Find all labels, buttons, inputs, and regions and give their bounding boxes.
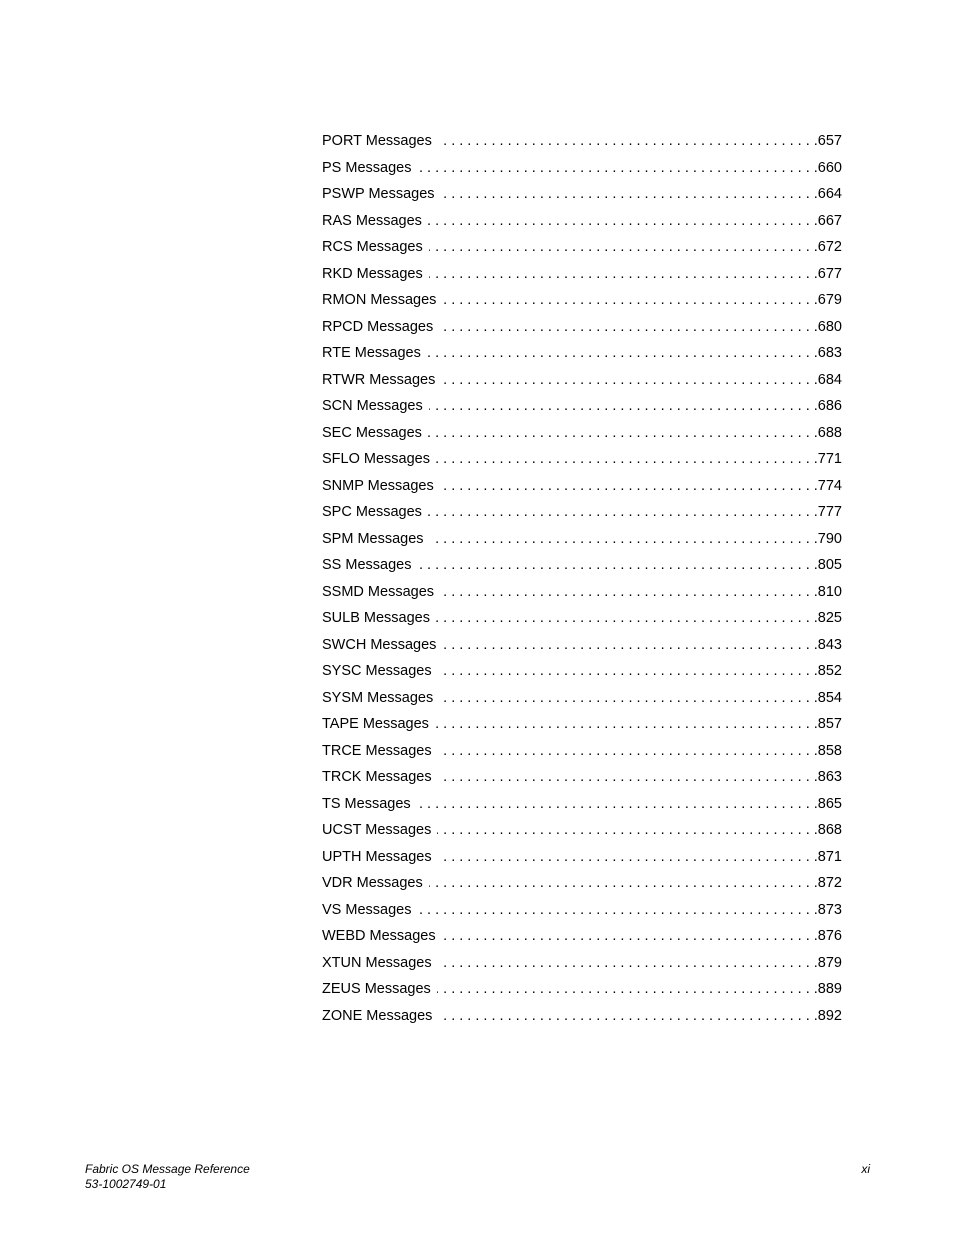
toc-entry-title: SYSM Messages	[322, 689, 434, 706]
toc-entry-page: 857	[817, 716, 842, 732]
toc-dot-leader	[440, 478, 818, 494]
toc-entry[interactable]	[322, 345, 842, 372]
toc-entry-title: SSMD Messages	[322, 583, 435, 600]
toc-dot-leader	[435, 716, 818, 732]
toc-entry-title: TRCE Messages	[322, 742, 432, 759]
toc-dot-leader	[417, 902, 817, 918]
toc-dot-leader	[442, 637, 817, 653]
toc-entry-page: 873	[817, 901, 842, 918]
toc-dot-leader	[442, 928, 818, 944]
toc-entry-page: 684	[817, 371, 842, 388]
toc-entry[interactable]	[322, 769, 842, 796]
toc-entry-page: 854	[817, 689, 842, 706]
toc-entry-page: 774	[817, 477, 842, 494]
toc-entry-title: PORT Messages	[322, 133, 432, 149]
toc-entry[interactable]	[322, 928, 842, 955]
toc-entry-title: SNMP Messages	[322, 477, 434, 494]
toc-entry[interactable]	[322, 690, 842, 717]
toc-entry[interactable]	[322, 504, 842, 531]
toc-entry-page: 852	[817, 663, 842, 679]
toc-entry-page: 872	[817, 875, 842, 891]
toc-entry[interactable]	[322, 822, 842, 849]
table-of-contents	[322, 133, 842, 1034]
toc-entry[interactable]	[322, 584, 842, 611]
toc-entry-title: PS Messages	[322, 159, 412, 176]
toc-entry-title: TRCK Messages	[322, 769, 432, 785]
toc-dot-leader	[438, 133, 818, 149]
toc-entry[interactable]	[322, 372, 842, 399]
toc-entry[interactable]	[322, 637, 842, 664]
toc-dot-leader	[436, 451, 818, 467]
toc-entry-page: 688	[817, 424, 842, 441]
toc-entry[interactable]	[322, 478, 842, 505]
toc-dot-leader	[430, 531, 818, 547]
toc-entry-title: TAPE Messages	[322, 716, 429, 732]
toc-entry[interactable]	[322, 398, 842, 425]
toc-entry-title: RMON Messages	[322, 292, 437, 308]
toc-entry-page: 680	[817, 318, 842, 335]
toc-dot-leader	[441, 372, 817, 388]
toc-dot-leader	[438, 849, 818, 865]
toc-entry-page: 660	[817, 159, 842, 176]
toc-dot-leader	[438, 663, 818, 679]
toc-entry-title: SEC Messages	[322, 424, 422, 441]
toc-dot-leader	[429, 398, 818, 414]
toc-entry-title: RKD Messages	[322, 265, 423, 282]
toc-entry-page: 810	[817, 583, 842, 600]
toc-entry-page: 686	[817, 398, 842, 414]
toc-entry-title: RAS Messages	[322, 212, 422, 229]
toc-entry[interactable]	[322, 425, 842, 452]
toc-dot-leader	[436, 610, 818, 626]
toc-entry[interactable]	[322, 875, 842, 902]
toc-entry[interactable]	[322, 716, 842, 743]
toc-entry[interactable]	[322, 239, 842, 266]
toc-entry-title: RCS Messages	[322, 239, 423, 255]
footer-doc-number: 53-1002749-01	[85, 1177, 167, 1191]
toc-entry-title: PSWP Messages	[322, 186, 435, 202]
footer-page-number: xi	[861, 1162, 870, 1176]
toc-dot-leader	[428, 213, 818, 229]
toc-entry[interactable]	[322, 213, 842, 240]
toc-entry-page: 858	[817, 742, 842, 759]
toc-dot-leader	[442, 292, 817, 308]
toc-dot-leader	[440, 584, 818, 600]
toc-dot-leader	[437, 981, 818, 997]
toc-dot-leader	[439, 319, 818, 335]
toc-entry[interactable]	[322, 292, 842, 319]
toc-entry-page: 679	[817, 292, 842, 308]
toc-entry-title: VDR Messages	[322, 875, 423, 891]
toc-entry-title: SULB Messages	[322, 610, 430, 626]
toc-entry-title: UPTH Messages	[322, 848, 432, 865]
toc-dot-leader	[429, 875, 818, 891]
toc-entry-title: XTUN Messages	[322, 954, 432, 971]
toc-entry[interactable]	[322, 610, 842, 637]
toc-dot-leader	[438, 743, 818, 759]
toc-entry-title: RPCD Messages	[322, 318, 434, 335]
footer-doc-info	[85, 1162, 250, 1192]
toc-entry-page: 790	[817, 530, 842, 547]
toc-entry[interactable]	[322, 955, 842, 982]
toc-entry-title: SPC Messages	[322, 504, 422, 520]
toc-dot-leader	[427, 345, 818, 361]
toc-entry-page: 865	[817, 795, 842, 812]
toc-dot-leader	[428, 425, 818, 441]
toc-entry-title: RTWR Messages	[322, 371, 436, 388]
toc-entry-page: 771	[817, 451, 842, 467]
toc-entry-page: 825	[817, 610, 842, 626]
toc-entry-title: WEBD Messages	[322, 928, 436, 944]
toc-entry[interactable]	[322, 319, 842, 346]
toc-entry-page: 868	[817, 822, 842, 838]
toc-entry[interactable]	[322, 186, 842, 213]
toc-dot-leader	[441, 186, 818, 202]
toc-entry-page: 843	[817, 636, 842, 653]
toc-entry-title: VS Messages	[322, 901, 412, 918]
toc-entry-page: 667	[817, 212, 842, 229]
toc-entry-page: 892	[817, 1007, 842, 1024]
toc-entry-title: SPM Messages	[322, 530, 424, 547]
toc-dot-leader	[429, 266, 818, 282]
toc-dot-leader	[417, 160, 817, 176]
toc-entry-page: 664	[817, 186, 842, 202]
toc-entry-title: SCN Messages	[322, 398, 423, 414]
toc-entry-page: 876	[817, 928, 842, 944]
toc-entry-title: ZONE Messages	[322, 1007, 433, 1024]
toc-dot-leader	[429, 239, 818, 255]
toc-entry-page: 677	[817, 265, 842, 282]
toc-entry-page: 805	[817, 557, 842, 573]
toc-entry-page: 871	[817, 848, 842, 865]
toc-entry-page: 777	[817, 504, 842, 520]
toc-entry[interactable]	[322, 743, 842, 770]
toc-dot-leader	[439, 690, 818, 706]
toc-entry-title: RTE Messages	[322, 345, 421, 361]
toc-entry[interactable]	[322, 451, 842, 478]
toc-dot-leader	[438, 769, 818, 785]
toc-entry-page: 657	[817, 133, 842, 149]
toc-entry-page: 672	[817, 239, 842, 255]
toc-entry-title: UCST Messages	[322, 822, 432, 838]
toc-entry-title: SWCH Messages	[322, 636, 437, 653]
toc-entry-page: 863	[817, 769, 842, 785]
toc-entry[interactable]	[322, 981, 842, 1008]
toc-dot-leader	[437, 822, 817, 838]
toc-entry[interactable]	[322, 531, 842, 558]
toc-entry[interactable]	[322, 1008, 842, 1035]
toc-entry[interactable]	[322, 557, 842, 584]
toc-entry-page: 683	[817, 345, 842, 361]
toc-entry-page: 889	[817, 981, 842, 997]
footer-doc-title: Fabric OS Message Reference	[85, 1162, 250, 1176]
toc-entry[interactable]	[322, 902, 842, 929]
toc-dot-leader	[417, 796, 818, 812]
toc-entry-title: ZEUS Messages	[322, 981, 431, 997]
toc-entry-title: TS Messages	[322, 795, 411, 812]
toc-entry-title: SFLO Messages	[322, 451, 430, 467]
toc-entry[interactable]	[322, 266, 842, 293]
toc-entry[interactable]	[322, 663, 842, 690]
toc-entry[interactable]	[322, 849, 842, 876]
toc-entry-title: SYSC Messages	[322, 663, 432, 679]
toc-entry[interactable]	[322, 160, 842, 187]
toc-dot-leader	[438, 1008, 817, 1024]
toc-entry[interactable]	[322, 133, 842, 160]
toc-dot-leader	[428, 504, 818, 520]
toc-dot-leader	[417, 557, 817, 573]
toc-dot-leader	[438, 955, 818, 971]
toc-entry-page: 879	[817, 954, 842, 971]
toc-entry-title: SS Messages	[322, 557, 412, 573]
toc-entry[interactable]	[322, 796, 842, 823]
